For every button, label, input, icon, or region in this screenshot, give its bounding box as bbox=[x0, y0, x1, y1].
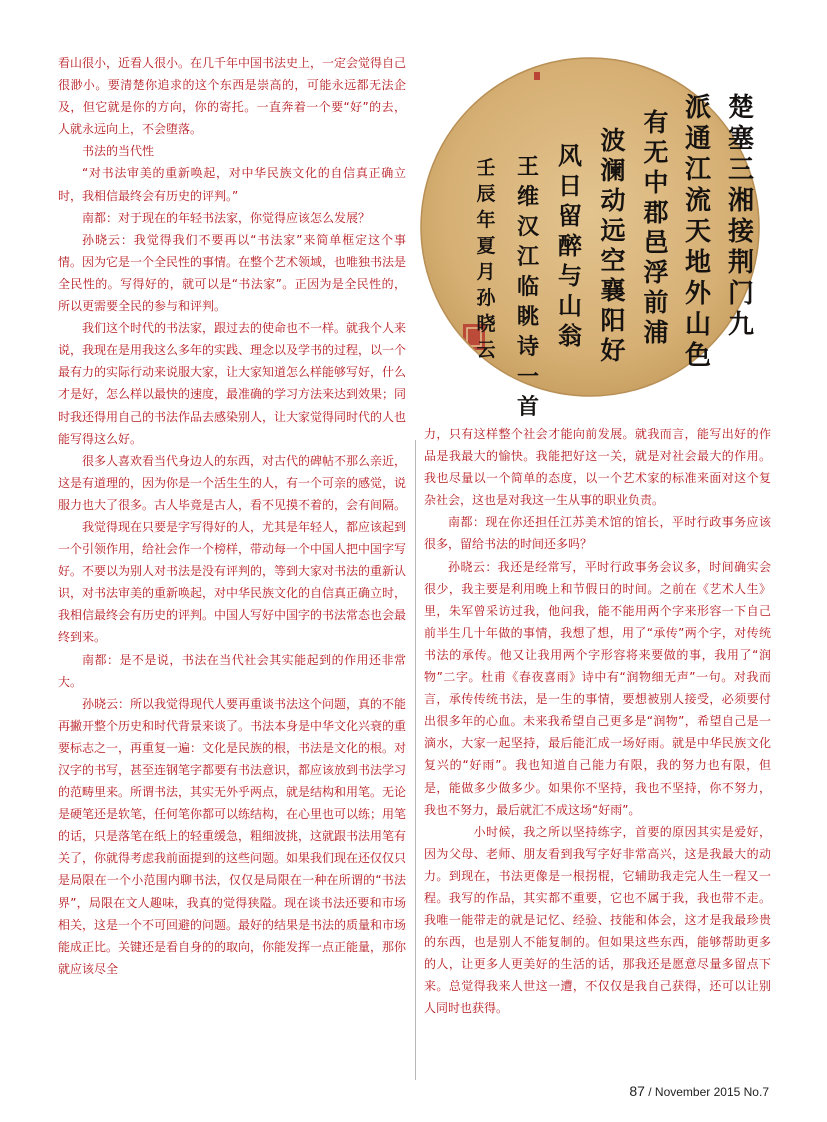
calligraphy-column-3: 有无中郡邑浮前浦 bbox=[643, 108, 669, 347]
paragraph-l8: 我觉得现在只要是字写得好的人，尤其是年轻人，都应该起到一个引领作用，给社会作一个榜样，带动每一个中国人把中国字写好。不要以为别人对书法是没有评判的，等到大家对书法的重新认识，对书法审美的重新唤起，对中华民族文化的自信真正确立时，我相信最终会有历史的评判。中国人写好中国字的书法常态也会最终到来。 bbox=[58, 519, 407, 645]
page-number: 87 bbox=[629, 1083, 645, 1099]
paragraph-l5: 孙晓云：我觉得我们不要再以“书法家”来简单框定这个事情。因为它是一个全民性的事情。在整个艺术领域，也唯独书法是全民性的。写得好的，就可以是“书法家”。正因为是全民性的，所以更需要全民的参与和评判。 bbox=[58, 232, 407, 314]
calligraphy-fan bbox=[419, 56, 761, 420]
paragraph-l9: 南都：是不是说，书法在当代社会其实能起到的作用还非常大。 bbox=[58, 652, 406, 689]
issue-label: November 2015 No.7 bbox=[654, 1085, 769, 1099]
paragraph-l2: 书法的当代性 bbox=[82, 144, 155, 159]
calligraphy-column-7: 壬辰年夏月孙晓云 bbox=[476, 157, 496, 361]
paragraph-l1: 看山很小，近看人很小。在几千年中国书法史上，一定会觉得自己很渺小。要清楚你追求的这个东西是崇高的，可能永远都无法企及，但它就是你的方向，你的寄托。一直奔着一个要“好”的去，人就永远向上，不会堕落。 bbox=[58, 56, 407, 137]
paragraph-r4: 小时候，我之所以坚持练字，首要的原因其实是爱好，因为父母、老师、朋友看到我写字好非常高兴，这是我最大的动力。到现在，书法更像是一根拐棍，它辅助我走完人生一程又一程。我写的作品，其实都不重要，它也不属于我，我也带不走。我唯一能带走的就是记忆、经验、技能和体会，这才是我最珍贵的东西，也是别人不能复制的。但如果这些东西，能够帮助更多的人，让更多人更美好的生活的话，那我还是愿意尽量多留点下来。总觉得我来人世这一遭，不仅仅是我自己获得，还可以让别人同时也获得。 bbox=[424, 824, 771, 1016]
top-seal-stamp bbox=[534, 72, 540, 80]
calligraphy-column-1: 楚塞三湘接荆门九 bbox=[727, 93, 755, 340]
paragraph-r1: 力，只有这样整个社会才能向前发展。就我而言，能写出好的作品是我最大的愉快。我能把好这一关，就是对社会最大的作用。我也尽量以一个简单的态度，以一个艺术家的标准来面对这个复杂社会，这也是对我这一生从事的职业负责。 bbox=[424, 427, 771, 508]
paragraph-l6: 我们这个时代的书法家，跟过去的使命也不一样。就我个人来说，我现在是用我这么多年的实践、理念以及学书的过程，以一个最有力的实际行动来说服大家，让大家知道怎么样能够写好，什么才是好，怎么样以最快的速度，最准确的学习方法来达到效果；同时我还得用自己的书法作品去感染别人，让大家觉得同时代的人也能写得这么好。 bbox=[58, 321, 407, 446]
paragraph-r2: 南都：现在你还担任江苏美术馆的馆长，平时行政事务应该很多，留给书法的时间还多吗？ bbox=[424, 515, 771, 552]
calligraphy-artwork bbox=[419, 56, 761, 420]
column-divider bbox=[415, 440, 416, 1080]
footer-separator: / bbox=[648, 1085, 652, 1099]
right-text-column bbox=[424, 423, 771, 1020]
calligraphy-column-6: 王维汉江临眺诗一首 bbox=[516, 154, 540, 420]
paragraph-l7: 很多人喜欢看当代身边人的东西，对古代的碑帖不那么亲近，这是有道理的，因为你是一个活生生的人，有一个可亲的感觉，说服力也大了很多。古人毕竟是古人，看不见摸不着的，会有间隔。 bbox=[58, 453, 407, 512]
paragraph-r3: 孙晓云：我还是经常写，平时行政事务会议多，时间确实会很少，我主要是利用晚上和节假日的时间。之前在《艺术人生》里，朱军曾采访过我，他问我，能不能用两个字来形容一下自己前半生几十年做的事情，我想了想，用了“承传”两个字，对传统书法的承传。他又让我用两个字形容将来要做的事，我用了“润物”二字。杜甫《春夜喜雨》诗中有“润物细无声”一句。对我而言，承传传统书法，是一生的事情，要想被别人接受，必须要付出很多年的心血。未来我希望自己更多是“润物”，希望自己是一滴水，大家一起坚持，最后能汇成一场好雨。就是中华民族文化复兴的“好雨”。我也知道自己能力有限，我的努力也有限，但是，能做多少做多少。如果你不坚持，我也不坚持，你不努力，我也不努力，最后就汇不成这场“好雨”。 bbox=[424, 559, 771, 817]
page-footer bbox=[629, 1083, 769, 1099]
calligraphy-column-5: 风日留醉与山翁 bbox=[558, 141, 582, 350]
corner-seal-stamp bbox=[716, 371, 726, 381]
calligraphy-column-2: 派通江流天地外山色 bbox=[684, 93, 712, 371]
calligraphy-column-4: 波澜动远空襄阳好 bbox=[600, 126, 626, 365]
paragraph-l4: 南都：对于现在的年轻书法家，你觉得应该怎么发展？ bbox=[82, 210, 371, 225]
left-text-column bbox=[58, 52, 406, 980]
paragraph-l3: “对书法审美的重新唤起，对中华民族文化的自信真正确立时，我相信最终会有历史的评判。” bbox=[58, 166, 406, 203]
paragraph-l10: 孙晓云：所以我觉得现代人要再重谈书法这个问题，真的不能再撇开整个历史和时代背景来谈了。书法本身是中华文化兴衰的重要标志之一，再重复一遍：文化是民族的根，书法是文化的根。对汉字的书写，甚至连钢笔字都要有书法意识，都应该放到书法学习的范畴里来。所谓书法，其实无外乎两点，就是结构和用笔。无论是硬笔还是软笔，任何笔你都可以练结构，在心里也可以练；用笔的话，只是落笔在纸上的轻重缓急，粗细波挑，这就跟书法用笔有关了，你就得考虑我前面提到的这些问题。如果我们现在还仅仅只是局限在一个小范围内聊书法，仅仅是局限在一种在所谓的“书法界”，局限在文人趣味，我真的觉得狭隘。现在谈书法还要和市场相关，这是一个不可回避的问题。最好的结果是书法的质量和市场能成正比。关键还是看自身的的取向，你能发挥一点正能量，那你就应该尽全 bbox=[58, 696, 407, 976]
